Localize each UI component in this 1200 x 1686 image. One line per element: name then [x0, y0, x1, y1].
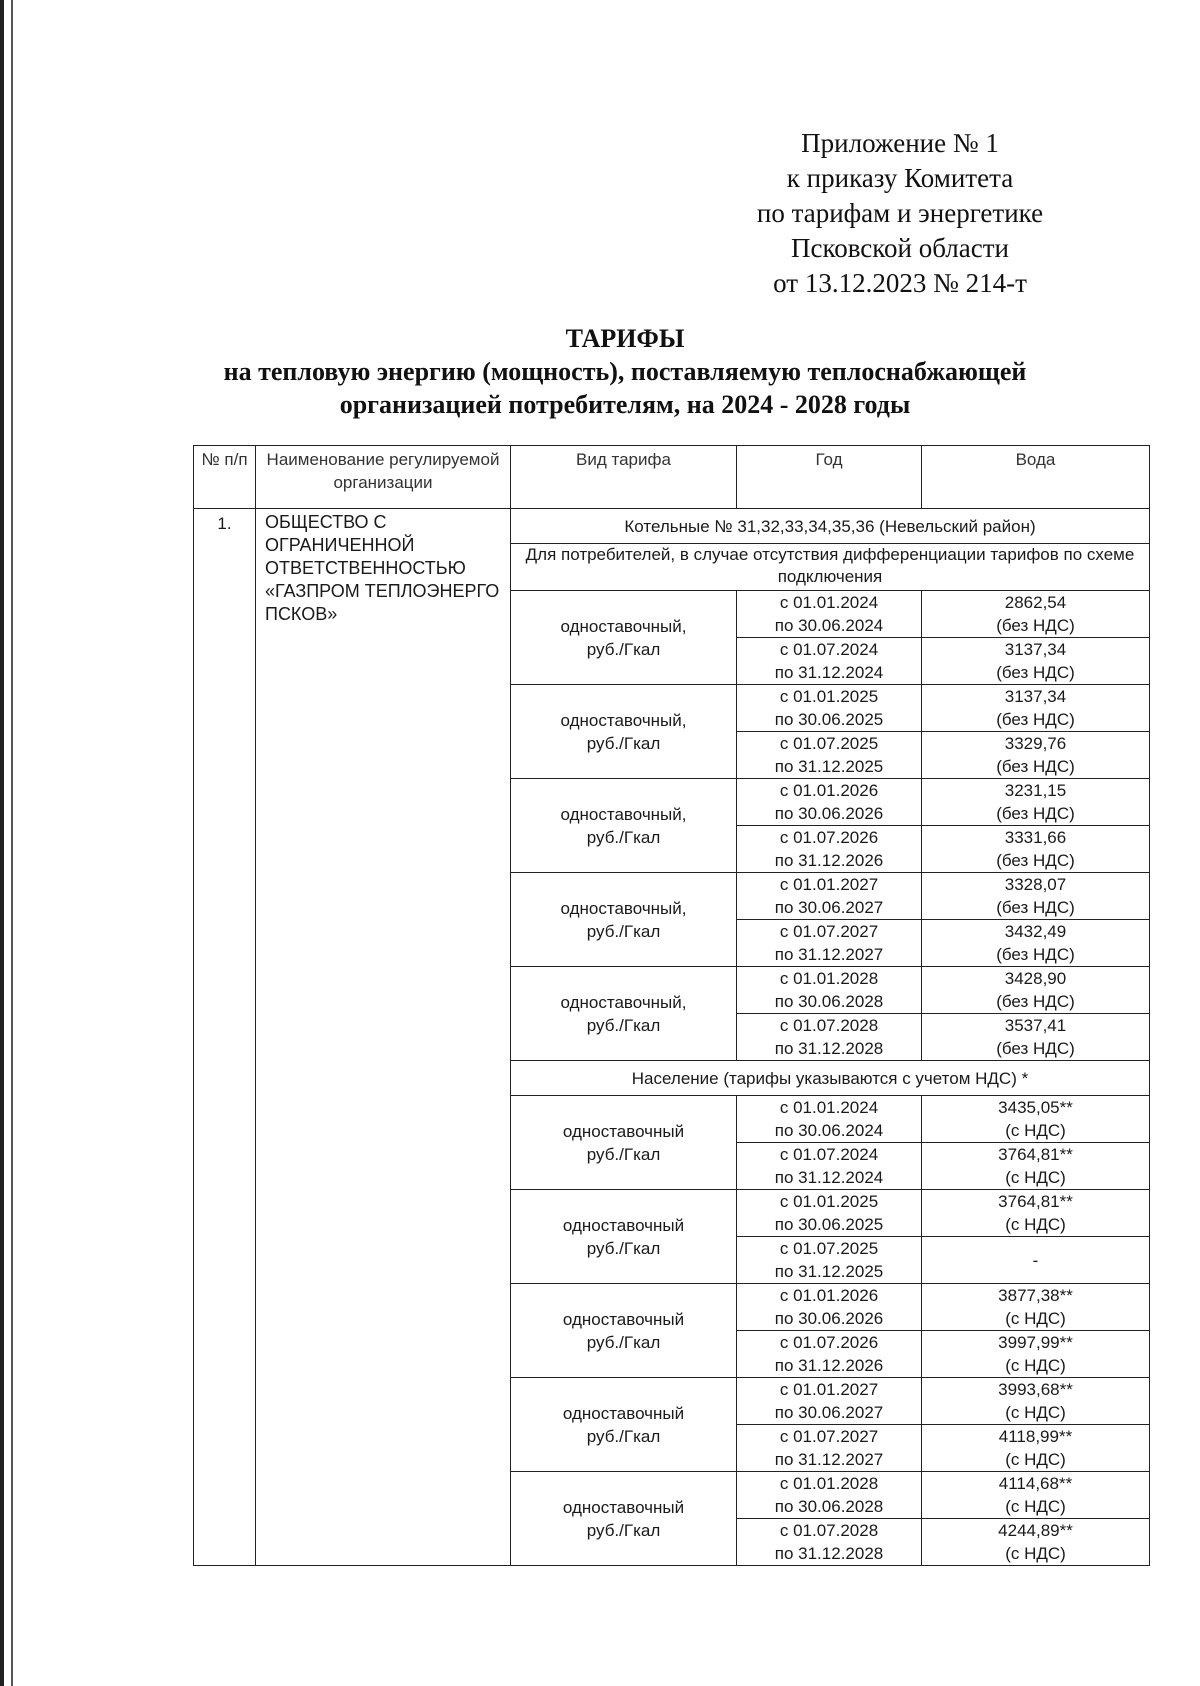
period-from: с 01.07.2026 — [779, 828, 879, 847]
header-year: Год — [737, 446, 922, 509]
price-value: 3993,68** — [998, 1380, 1073, 1399]
header-org: Наименование регулируемой организации — [256, 446, 511, 509]
price-vat-note: (с НДС) — [1005, 1450, 1066, 1469]
period-cell — [737, 1472, 922, 1519]
period-to: по 30.06.2025 — [774, 1215, 884, 1234]
tariff-type-line: одноставочный, — [560, 710, 687, 730]
period-to: по 31.12.2027 — [774, 1450, 884, 1469]
price-value: 3137,34 — [1004, 687, 1067, 706]
price-value: 3328,07 — [1004, 875, 1067, 894]
appendix-block — [700, 126, 1100, 301]
header-tariff-type: Вид тарифа — [511, 446, 737, 509]
water-price-cell — [922, 591, 1150, 638]
tariff-type-cell — [511, 967, 737, 1061]
period-to: по 30.06.2026 — [774, 1309, 884, 1328]
tariff-type-line: одноставочный, — [560, 804, 687, 824]
price-value: 3428,90 — [1004, 969, 1067, 988]
period-from: с 01.01.2024 — [779, 1098, 879, 1117]
period-from: с 01.07.2028 — [779, 1016, 879, 1035]
period-from: с 01.07.2024 — [779, 1145, 879, 1164]
period-to: по 31.12.2028 — [774, 1544, 884, 1563]
period-cell — [737, 826, 922, 873]
price-vat-note: (без НДС) — [996, 945, 1075, 964]
water-price-cell — [922, 1237, 1150, 1284]
period-to: по 31.12.2027 — [774, 945, 884, 964]
period-cell — [737, 779, 922, 826]
price-vat-note: (с НДС) — [1005, 1403, 1066, 1422]
table-header-row — [194, 446, 1150, 509]
price-value: 3329,76 — [1004, 734, 1067, 753]
price-value: 3997,99** — [998, 1333, 1073, 1352]
price-vat-note: (без НДС) — [996, 851, 1075, 870]
period-cell — [737, 920, 922, 967]
tariff-type-unit: руб./Гкал — [586, 733, 661, 753]
period-cell — [737, 685, 922, 732]
price-vat-note: (с НДС) — [1005, 1544, 1066, 1563]
period-from: с 01.07.2024 — [779, 640, 879, 659]
tariff-type-unit: руб./Гкал — [586, 827, 661, 847]
period-cell — [737, 1237, 922, 1284]
period-from: с 01.01.2024 — [779, 593, 879, 612]
tariff-type-cell — [511, 1472, 737, 1566]
price-value: 3231,15 — [1004, 781, 1067, 800]
tariff-type-unit: руб./Гкал — [586, 1520, 661, 1540]
price-vat-note: (без НДС) — [996, 710, 1075, 729]
price-vat-note: (без НДС) — [996, 1039, 1075, 1058]
price-vat-note: (с НДС) — [1005, 1121, 1066, 1140]
water-price-cell — [922, 1014, 1150, 1061]
water-price-cell — [922, 1284, 1150, 1331]
price-vat-note: (с НДС) — [1005, 1309, 1066, 1328]
price-value: 3331,66 — [1004, 828, 1067, 847]
period-to: по 30.06.2026 — [774, 804, 884, 823]
period-to: по 31.12.2028 — [774, 1039, 884, 1058]
period-from: с 01.07.2027 — [779, 1427, 879, 1446]
period-from: с 01.01.2026 — [779, 781, 879, 800]
price-vat-note: (без НДС) — [996, 804, 1075, 823]
period-cell — [737, 638, 922, 685]
water-price-cell — [922, 1378, 1150, 1425]
price-vat-note: (без НДС) — [996, 757, 1075, 776]
water-price-cell — [922, 967, 1150, 1014]
water-price-cell — [922, 1331, 1150, 1378]
period-from: с 01.01.2028 — [779, 1474, 879, 1493]
price-value: 3435,05** — [998, 1098, 1073, 1117]
period-from: с 01.01.2026 — [779, 1286, 879, 1305]
period-to: по 30.06.2028 — [774, 1497, 884, 1516]
period-to: по 30.06.2027 — [774, 898, 884, 917]
period-cell — [737, 732, 922, 779]
row-number: 1. — [194, 509, 256, 1566]
water-price-cell — [922, 779, 1150, 826]
appendix-line: Псковской области — [790, 233, 1009, 263]
table-body — [194, 509, 1150, 1566]
price-value: 4244,89** — [998, 1521, 1073, 1540]
water-price-cell — [922, 1472, 1150, 1519]
appendix-line: от 13.12.2023 № 214-т — [773, 268, 1027, 298]
tariff-type-line: одноставочный — [562, 1497, 685, 1517]
period-cell — [737, 1014, 922, 1061]
tariff-type-line: одноставочный — [562, 1309, 685, 1329]
period-from: с 01.07.2025 — [779, 734, 879, 753]
period-to: по 30.06.2024 — [774, 616, 884, 635]
price-value: 3764,81** — [998, 1145, 1073, 1164]
period-cell — [737, 967, 922, 1014]
price-vat-note: (с НДС) — [1005, 1168, 1066, 1187]
period-to: по 31.12.2025 — [774, 1262, 884, 1281]
tariff-type-unit: руб./Гкал — [586, 1332, 661, 1352]
price-value: 4118,99** — [998, 1427, 1073, 1446]
tariff-type-cell — [511, 685, 737, 779]
price-vat-note: (с НДС) — [1005, 1215, 1066, 1234]
price-value: 3764,81** — [998, 1192, 1073, 1211]
population-section-label: Население (тарифы указываются с учетом НДС) * — [511, 1061, 1150, 1096]
tariff-type-unit: руб./Гкал — [586, 639, 661, 659]
price-vat-note: (без НДС) — [996, 616, 1075, 635]
tariff-type-cell — [511, 591, 737, 685]
water-price-cell — [922, 873, 1150, 920]
period-cell — [737, 591, 922, 638]
period-from: с 01.01.2027 — [779, 875, 879, 894]
title-line: ТАРИФЫ — [565, 324, 685, 353]
period-from: с 01.01.2028 — [779, 969, 879, 988]
tariff-type-cell — [511, 1096, 737, 1190]
price-vat-note: (без НДС) — [996, 663, 1075, 682]
tariff-type-unit: руб./Гкал — [586, 1144, 661, 1164]
title-line: на тепловую энергию (мощность), поставляемую теплоснабжающей — [223, 357, 1027, 386]
period-cell — [737, 1378, 922, 1425]
header-water: Вода — [922, 446, 1150, 509]
period-cell — [737, 1425, 922, 1472]
period-from: с 01.01.2025 — [779, 687, 879, 706]
period-from: с 01.07.2025 — [779, 1239, 879, 1258]
tariff-type-line: одноставочный, — [560, 616, 687, 636]
price-value: 3877,38** — [998, 1286, 1073, 1305]
organization-name: ОБЩЕСТВО С ОГРАНИЧЕННОЙ ОТВЕТСТВЕННОСТЬЮ «ГАЗПРОМ ТЕПЛОЭНЕРГО ПСКОВ» — [256, 509, 511, 1566]
period-cell — [737, 1096, 922, 1143]
period-to: по 30.06.2024 — [774, 1121, 884, 1140]
price-vat-note: (без НДС) — [996, 992, 1075, 1011]
appendix-line: по тарифам и энергетике — [756, 198, 1044, 228]
tariff-type-line: одноставочный — [562, 1215, 685, 1235]
period-to: по 31.12.2025 — [774, 757, 884, 776]
table-row — [194, 509, 1150, 544]
period-from: с 01.01.2025 — [779, 1192, 879, 1211]
period-from: с 01.07.2027 — [779, 922, 879, 941]
price-value: 3432,49 — [1004, 922, 1067, 941]
period-to: по 30.06.2025 — [774, 710, 884, 729]
water-price-cell — [922, 920, 1150, 967]
period-cell — [737, 1190, 922, 1237]
tariff-type-cell — [511, 1284, 737, 1378]
period-from: с 01.07.2026 — [779, 1333, 879, 1352]
header-num: № п/п — [194, 446, 256, 509]
tariff-type-line: одноставочный — [562, 1403, 685, 1423]
boiler-section-label: Котельные № 31,32,33,34,35,36 (Невельский район) — [511, 509, 1150, 544]
water-price-cell — [922, 685, 1150, 732]
price-value: 3137,34 — [1004, 640, 1067, 659]
water-price-cell — [922, 826, 1150, 873]
tariff-type-unit: руб./Гкал — [586, 1238, 661, 1258]
period-from: с 01.01.2027 — [779, 1380, 879, 1399]
period-cell — [737, 1519, 922, 1566]
water-price-cell — [922, 732, 1150, 779]
tariffs-table — [193, 445, 1150, 1566]
water-price-cell — [922, 1425, 1150, 1472]
scan-edge-line — [11, 0, 13, 1686]
period-from: с 01.07.2028 — [779, 1521, 879, 1540]
price-value: - — [1032, 1250, 1039, 1270]
period-cell — [737, 1331, 922, 1378]
price-vat-note: (с НДС) — [1005, 1356, 1066, 1375]
price-value: 3537,41 — [1004, 1016, 1067, 1035]
period-to: по 31.12.2024 — [774, 1168, 884, 1187]
appendix-line: к приказу Комитета — [786, 163, 1014, 193]
appendix-line: Приложение № 1 — [801, 128, 999, 158]
consumers-section-label: Для потребителей, в случае отсутствия дифференциации тарифов по схеме подключения — [511, 544, 1150, 591]
document-title — [150, 322, 1100, 421]
tariff-type-line: одноставочный, — [560, 992, 687, 1012]
price-vat-note: (с НДС) — [1005, 1497, 1066, 1516]
tariff-type-line: одноставочный — [562, 1121, 685, 1141]
water-price-cell — [922, 1096, 1150, 1143]
water-price-cell — [922, 1143, 1150, 1190]
tariff-type-cell — [511, 1378, 737, 1472]
period-to: по 31.12.2026 — [774, 851, 884, 870]
tariff-type-cell — [511, 779, 737, 873]
tariff-type-unit: руб./Гкал — [586, 921, 661, 941]
water-price-cell — [922, 1519, 1150, 1566]
period-cell — [737, 873, 922, 920]
tariff-type-cell — [511, 873, 737, 967]
price-vat-note: (без НДС) — [996, 898, 1075, 917]
period-to: по 30.06.2028 — [774, 992, 884, 1011]
price-value: 2862,54 — [1004, 593, 1067, 612]
price-value: 4114,68** — [998, 1474, 1073, 1493]
scan-edge-line — [0, 0, 4, 1686]
period-cell — [737, 1284, 922, 1331]
water-price-cell — [922, 1190, 1150, 1237]
tariff-type-line: одноставочный, — [560, 898, 687, 918]
period-to: по 31.12.2026 — [774, 1356, 884, 1375]
title-line: организацией потребителям, на 2024 - 2028 годы — [339, 390, 911, 419]
tariff-type-unit: руб./Гкал — [586, 1426, 661, 1446]
water-price-cell — [922, 638, 1150, 685]
period-to: по 30.06.2027 — [774, 1403, 884, 1422]
tariff-type-cell — [511, 1190, 737, 1284]
tariff-type-unit: руб./Гкал — [586, 1015, 661, 1035]
period-to: по 31.12.2024 — [774, 663, 884, 682]
period-cell — [737, 1143, 922, 1190]
